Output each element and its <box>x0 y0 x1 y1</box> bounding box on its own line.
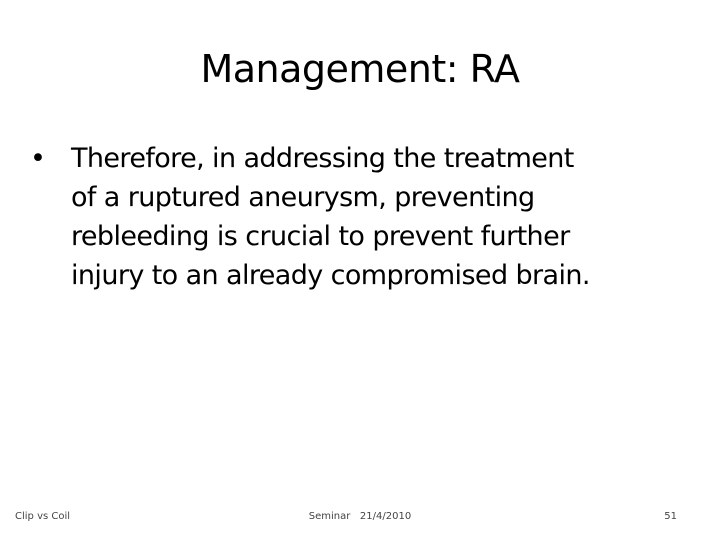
bullet-list <box>30 139 700 295</box>
bullet-line: injury to an already compromised brain. <box>71 260 590 291</box>
bullet-line: Therefore, in addressing the treatment <box>71 143 574 174</box>
footer-left-text: Clip vs Coil <box>15 511 71 522</box>
footer-center-text: Seminar 21/4/2010 <box>308 511 412 522</box>
bullet-marker: • <box>30 143 46 174</box>
bullet-item <box>30 139 700 295</box>
slide-number: 51 <box>664 511 677 522</box>
bullet-line: of a ruptured aneurysm, preventing <box>71 182 535 213</box>
slide-title: Management: RA <box>200 47 520 91</box>
bullet-line: rebleeding is crucial to prevent further <box>71 221 570 252</box>
